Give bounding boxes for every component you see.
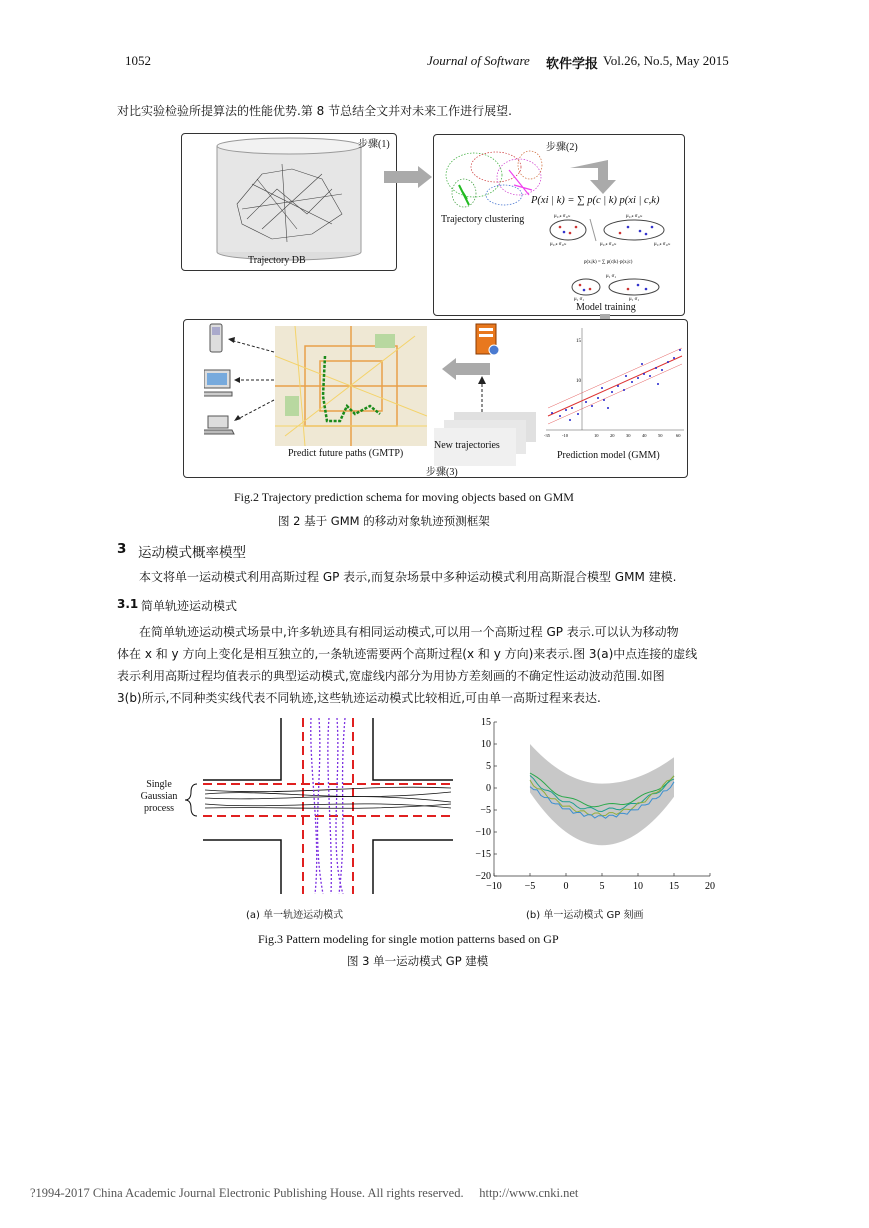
section-3-number: 3 (117, 541, 127, 557)
step-arrow-2 (570, 160, 620, 194)
svg-text:μ₁,ₖ σ₁,ₖ: μ₁,ₖ σ₁,ₖ (550, 242, 567, 247)
section-3-para1: 本文将单一运动模式利用高斯过程 GP 表示,而复杂场景中多种运动模式利用高斯混合模型 GMM 建模. (139, 570, 677, 584)
subsection-number: 3.1 (117, 597, 139, 611)
mobile-phone-icon (210, 324, 222, 352)
prediction-model-label: Prediction model (GMM) (557, 450, 660, 461)
server-icon (474, 322, 504, 358)
fig3a-intersection (133, 718, 463, 894)
journal-name: Journal of Software (427, 53, 530, 68)
svg-text:10: 10 (594, 433, 599, 438)
y-tick-label: 5 (486, 761, 491, 772)
svg-text:μ₁ σ₁: μ₁ σ₁ (574, 297, 585, 302)
section-3-title: 运动模式概率模型 (138, 545, 246, 561)
single-gp-line-1: Single (146, 779, 172, 790)
svg-text:μ₁,ₖ σ₁,ₖ: μ₁,ₖ σ₁,ₖ (600, 242, 617, 247)
footer-copyright: ?1994-2017 China Academic Journal Electronic Publishing House. All rights reserved. http://www.cnki.net (30, 1186, 579, 1200)
svg-text:20: 20 (610, 433, 615, 438)
y-tick-label: −15 (475, 849, 491, 860)
svg-text:μ₁,ₖ σ₁,ₖ: μ₁,ₖ σ₁,ₖ (554, 214, 571, 219)
single-gp-line-2: Gaussian (140, 791, 178, 802)
step-1-label: 步骤(1) (358, 139, 390, 150)
trajectory-db-label: Trajectory DB (248, 255, 306, 266)
intro-line: 对比实验检验所提算法的性能优势.第 8 节总结全文并对未来工作进行展望. (117, 104, 512, 118)
x-tick-label: −5 (524, 881, 536, 892)
svg-text:μ₁ σ₁: μ₁ σ₁ (606, 274, 617, 279)
svg-text:50: 50 (658, 433, 663, 438)
y-tick-label: 0 (486, 783, 491, 794)
prediction-scatter (542, 328, 692, 438)
city-map (275, 326, 427, 446)
x-tick-label: −10 (486, 881, 502, 892)
svg-text:10: 10 (576, 379, 581, 384)
fig3-caption-cn: 图 3 单一运动模式 GP 建模 (347, 954, 489, 968)
y-tick-label: −20 (475, 871, 491, 882)
page-number: 1052 (125, 53, 151, 68)
fig3-caption-en: Fig.3 Pattern modeling for single motion patterns based on GP (258, 932, 559, 946)
fig3b-caption: (b) 单一运动模式 GP 刻画 (526, 910, 644, 921)
desktop-computer-icon (204, 370, 232, 396)
x-tick-label: 20 (705, 881, 715, 892)
gmm-formula: P(xi | k) = ∑ p(c | k) p(xi | c,k) (531, 195, 660, 206)
y-tick-label: 15 (481, 717, 491, 728)
x-tick-label: 10 (633, 881, 643, 892)
new-trajectories-label: New trajectories (434, 440, 500, 451)
svg-text:μ₁,ₖ σ₁,ₖ: μ₁,ₖ σ₁,ₖ (654, 242, 671, 247)
svg-text:40: 40 (642, 433, 647, 438)
step-3-label: 步骤(3) (426, 467, 458, 478)
svg-text:p(xᵢ|k) = ∑ p(c|k)·p(xᵢ|c): p(xᵢ|k) = ∑ p(c|k)·p(xᵢ|c) (584, 260, 633, 265)
journal-volume: Vol.26, No.5, May 2015 (603, 53, 729, 68)
fig2-caption-en: Fig.2 Trajectory prediction schema for moving objects based on GMM (234, 490, 574, 504)
dashed-up-arrow (476, 376, 488, 412)
model-training-label: Model training (576, 302, 636, 313)
para2-line2: 体在 x 和 y 方向上变化是相互独立的,一条轨迹需要两个高斯过程(x 和 y 方向)来表示.图 3(a)中点连接的虚线 (117, 647, 698, 661)
svg-text:μ₁,ₖ σ₁,ₖ: μ₁,ₖ σ₁,ₖ (626, 214, 643, 219)
gaussian-components (434, 135, 684, 315)
fig2-caption-cn: 图 2 基于 GMM 的移动对象轨迹预测框架 (278, 514, 490, 528)
svg-text:60: 60 (676, 433, 681, 438)
fig3b-gp-chart (470, 714, 720, 898)
trajectory-db-box (181, 133, 397, 271)
y-tick-label: 10 (481, 739, 491, 750)
database-cylinder-icon (182, 134, 396, 270)
svg-text:-10: -10 (562, 433, 568, 438)
svg-text:-35: -35 (544, 433, 550, 438)
svg-text:μ₁ σ₁: μ₁ σ₁ (629, 297, 640, 302)
subsection-title: 简单轨迹运动模式 (141, 599, 238, 613)
laptop-icon (204, 416, 234, 434)
journal-name-cn: 软件学报 (546, 57, 599, 72)
x-tick-label: 15 (669, 881, 679, 892)
svg-text:15: 15 (576, 339, 581, 344)
gp-uncertainty-band (530, 744, 674, 845)
para2-line1: 在简单轨迹运动模式场景中,许多轨迹具有相同运动模式,可以用一个高斯过程 GP 表示.可以认为移动物 (139, 625, 679, 639)
y-tick-label: −10 (475, 827, 491, 838)
step-2-label: 步骤(2) (546, 142, 578, 153)
predict-label: Predict future paths (GMTP) (288, 448, 404, 459)
x-tick-label: 5 (599, 881, 605, 892)
clustering-label: Trajectory clustering (441, 214, 525, 225)
para2-line3: 表示利用高斯过程均值表示的典型运动模式,宽虚线内部分为用协方差刻画的不确定性运动波动范围.如图 (117, 669, 665, 683)
step-arrow-1 (384, 166, 434, 188)
single-gp-label (136, 779, 182, 815)
x-tick-label: 0 (563, 881, 569, 892)
single-gp-line-3: process (144, 803, 174, 814)
devices (204, 320, 284, 450)
prediction-box (183, 319, 688, 478)
y-tick-label: −5 (480, 805, 491, 816)
clustering-box (433, 134, 685, 316)
fig3a-caption: (a) 单一轨迹运动模式 (246, 910, 344, 921)
svg-text:30: 30 (626, 433, 631, 438)
para2-line4: 3(b)所示,不同种类实线代表不同轨迹,这些轨迹运动模式比较相近,可由单一高斯过程来表达. (117, 691, 601, 705)
